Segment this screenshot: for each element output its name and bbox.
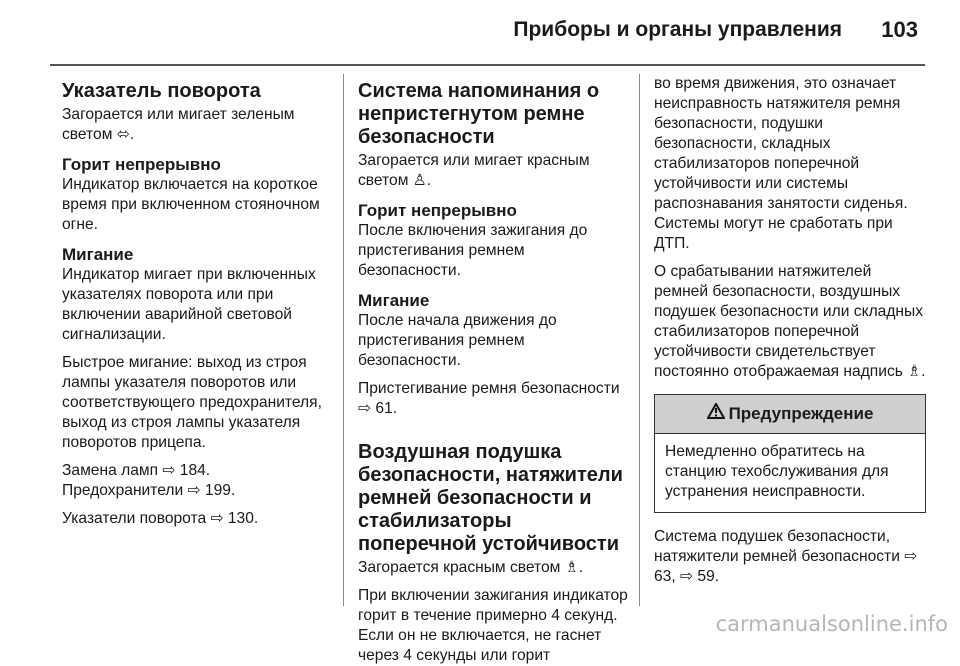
heading-airbag: Воздушная подушка безопасности, натяжители ремней безопасности и стабилизаторы поперечной устойчивости [358, 441, 623, 555]
heading-turn-signal: Указатель поворота [62, 80, 261, 102]
page-number: 103 [881, 17, 918, 42]
column-divider-2 [639, 74, 640, 606]
warning-triangle-icon [707, 395, 725, 433]
page-header [0, 0, 960, 68]
paragraph-blink: Индикатор мигает при включенных указателях поворота или при включении аварийной световой сигнализации. [62, 266, 316, 343]
paragraph-airbag-system-ref[interactable]: Система подушек безопасности, натяжители ремней безопасности ⇨ 63, ⇨ 59. [654, 528, 918, 585]
column-2 [358, 74, 630, 666]
paragraph-fast-blink: Быстрое мигание: выход из строя лампы указателя поворотов или соответствующего предохранителя, выход из строя лампы указателя поворотов прицепа. [62, 354, 322, 451]
header-divider [50, 64, 925, 66]
column-divider-1 [343, 74, 344, 606]
paragraph-steady: Индикатор включается на короткое время при включенном стояночном огне. [62, 176, 320, 233]
paragraph-ignition: При включении зажигания индикатор горит в течение примерно 4 секунд. Если он не включается, не гаснет через 4 секунды или горит [358, 587, 628, 664]
paragraph-continued: во время движения, это означает неисправность натяжителя ремня безопасности, подушки безопасности, складных стабилизаторов поперечной устойчивости или системы распознавания занятости сиденья. Системы могут не сработать при ДТП. [654, 75, 908, 252]
paragraph-lamp-replacement[interactable]: Замена ламп ⇨ 184. Предохранители ⇨ 199. [62, 462, 236, 499]
paragraph-blink-2: После начала движения до пристегивания ремнем безопасности. [358, 312, 557, 369]
page-title: Приборы и органы управления [513, 18, 842, 41]
paragraph-turn-signals-ref[interactable]: Указатели поворота ⇨ 130. [62, 510, 259, 527]
paragraph-deployment: О срабатывании натяжителей ремней безопасности, воздушных подушек безопасности или складных стабилизаторов поперечной устойчивости свидетельствует постоянно отображаемая надпись ♗. [654, 263, 926, 380]
watermark: carmanualsonline.info [715, 612, 948, 636]
paragraph-fasten-ref[interactable]: Пристегивание ремня безопасности ⇨ 61. [358, 380, 620, 417]
warning-title: Предупреждение [728, 404, 874, 423]
paragraph-steady-2: После включения зажигания до пристегивания ремнем безопасности. [358, 222, 588, 279]
heading-blink-2: Мигание [358, 291, 430, 310]
paragraph-airbag-red: Загорается красным светом ♗. [358, 559, 584, 576]
column-1 [62, 74, 334, 537]
paragraph-turn-signal: Загорается или мигает зеленым светом ⬄. [62, 106, 295, 143]
heading-steady: Горит непрерывно [62, 155, 221, 174]
warning-text: Немедленно обратитесь на станцию техобслуживания для устранения неисправности. [665, 443, 889, 500]
paragraph-seatbelt: Загорается или мигает красным светом ♙. [358, 152, 590, 189]
heading-blink: Мигание [62, 245, 134, 264]
warning-header [655, 395, 925, 434]
heading-steady-2: Горит непрерывно [358, 201, 517, 220]
heading-seatbelt-reminder: Система напоминания о непристегнутом ремне безопасности [358, 80, 600, 148]
warning-box [654, 394, 926, 513]
column-3 [654, 74, 926, 595]
